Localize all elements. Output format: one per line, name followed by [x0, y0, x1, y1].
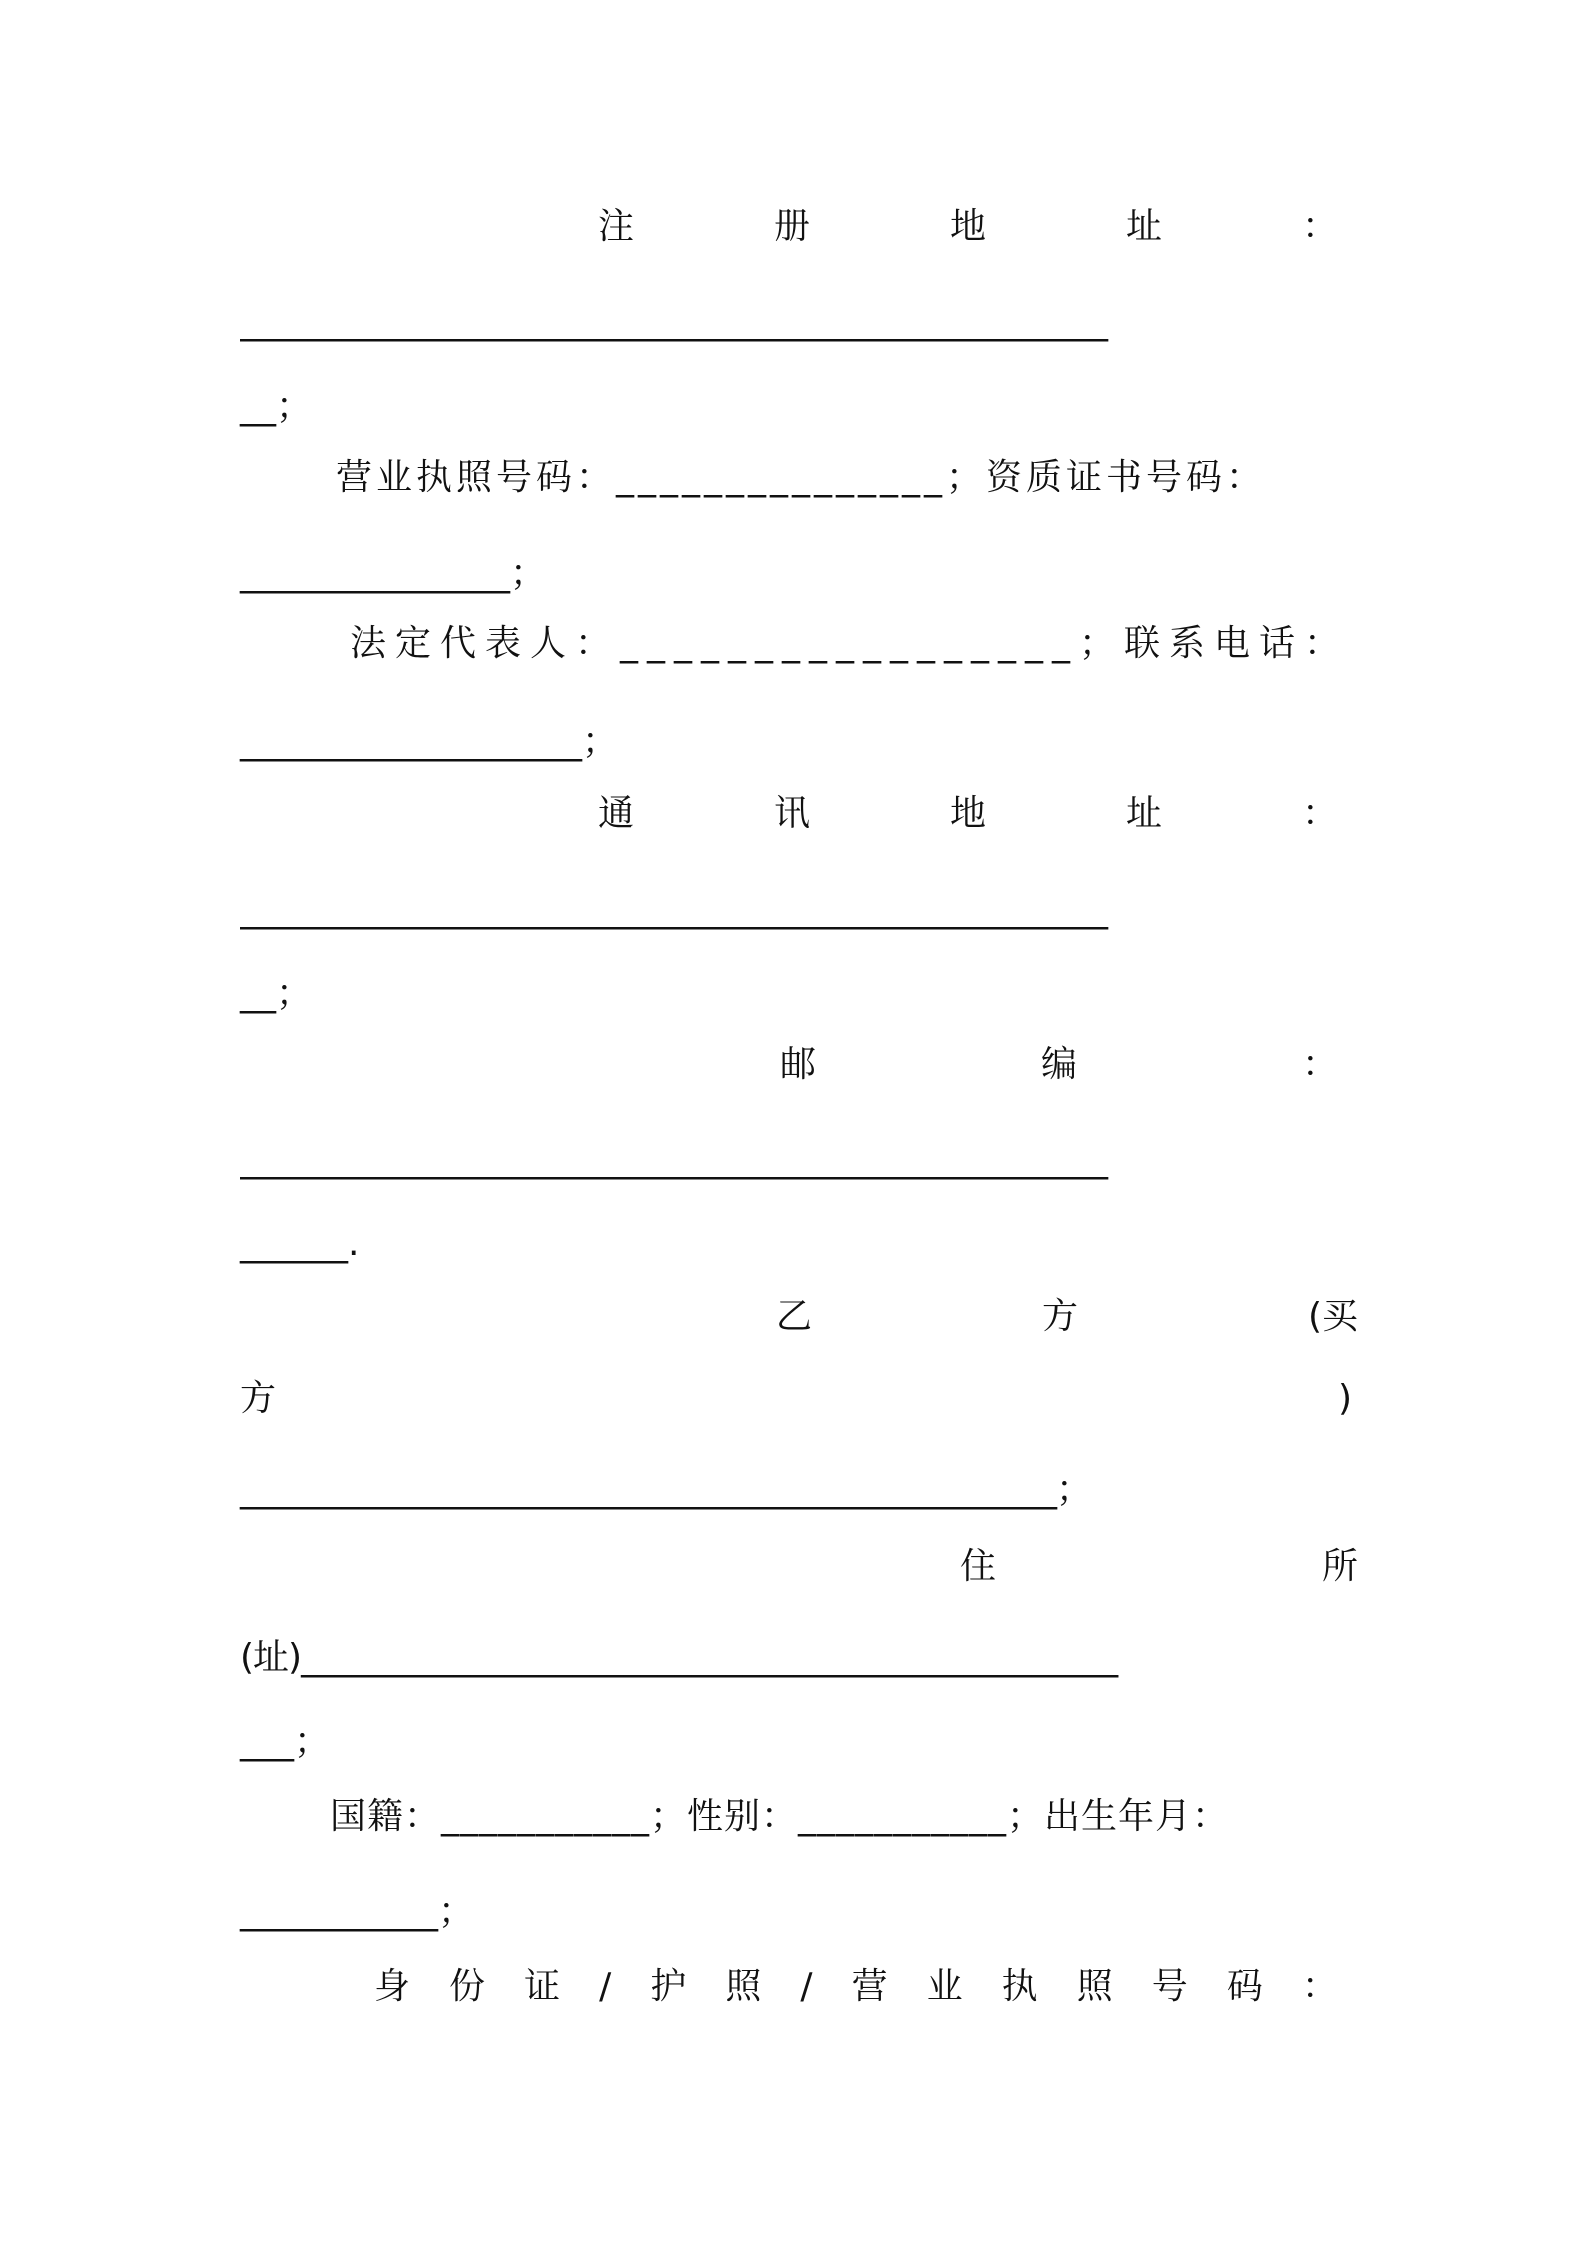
label-char: ：	[1301, 1044, 1338, 1085]
label-char: 码	[1226, 1966, 1263, 2007]
label-char: /	[599, 1966, 612, 2007]
label-char: ：	[1301, 793, 1338, 834]
label-char: 邮	[780, 1044, 817, 1085]
label-char: 地	[949, 793, 986, 834]
label-char: 址	[1125, 793, 1162, 834]
label-char: 执	[1001, 1966, 1038, 2007]
party-b-heading	[776, 1295, 1358, 1339]
label-char: 号	[1151, 1966, 1188, 2007]
label-char: 注	[598, 206, 635, 247]
label-char: (买	[1307, 1296, 1358, 1337]
label-char: ：	[1301, 206, 1338, 247]
label-char: 址	[1125, 206, 1162, 247]
birth-date-blank[interactable]: ___________；	[240, 1891, 475, 1932]
mailing-address-blank[interactable]: ___________________________________________________	[240, 889, 1107, 930]
label-char: 所	[1321, 1546, 1358, 1587]
mailing-address-blank-end: __；	[240, 973, 313, 1014]
label-char: 地	[949, 206, 986, 247]
label-char: 照	[1076, 1966, 1113, 2007]
label-char: 通	[598, 793, 635, 834]
legal-rep-and-phone-line: 法定代表人：_________________；联系电话：	[350, 623, 1350, 664]
label-char: 讯	[773, 793, 810, 834]
registered-address-label	[598, 205, 1338, 249]
label-char: 护	[650, 1966, 687, 2007]
label-char: 证	[524, 1966, 561, 2007]
registered-address-blank-end: __；	[240, 386, 313, 427]
label-char: )	[1337, 1378, 1352, 1419]
contact-phone-blank[interactable]: ___________________；	[240, 721, 618, 762]
label-char: 编	[1040, 1044, 1077, 1085]
label-char: 身	[374, 1966, 411, 2007]
label-char: ：	[1301, 1966, 1338, 2007]
postcode-blank-end: ______.	[240, 1223, 360, 1264]
label-char: 份	[449, 1966, 486, 2007]
business-license-and-qualification-line: 营业执照号码：_______________；资质证书号码：	[336, 457, 1267, 498]
label-char: 册	[773, 206, 810, 247]
mailing-address-label	[598, 792, 1338, 836]
label-char: 方	[1041, 1296, 1078, 1337]
postcode-label	[780, 1043, 1338, 1087]
nationality-gender-birth-line: 国籍：___________；性别：___________；出生年月：	[330, 1796, 1230, 1837]
label-char: 住	[960, 1546, 997, 1587]
qualification-cert-blank[interactable]: _______________；	[240, 553, 546, 594]
party-b-name-blank[interactable]: ________________________________________________；	[240, 1469, 1091, 1510]
label-char: 乙	[776, 1296, 813, 1337]
postcode-blank[interactable]: ___________________________________________________	[240, 1139, 1107, 1180]
party-b-heading-cont	[240, 1377, 1352, 1421]
label-char: 方	[240, 1378, 277, 1419]
domicile-label	[960, 1545, 1358, 1589]
domicile-blank[interactable]: (址)________________________________________________	[240, 1637, 1118, 1678]
label-char: /	[800, 1966, 813, 2007]
label-char: 营	[851, 1966, 888, 2007]
registered-address-blank[interactable]: ___________________________________________________	[240, 301, 1107, 342]
id-passport-license-label	[374, 1965, 1338, 2009]
label-char: 业	[926, 1966, 963, 2007]
label-char: 照	[725, 1966, 762, 2007]
domicile-blank-end: ___；	[240, 1721, 331, 1762]
